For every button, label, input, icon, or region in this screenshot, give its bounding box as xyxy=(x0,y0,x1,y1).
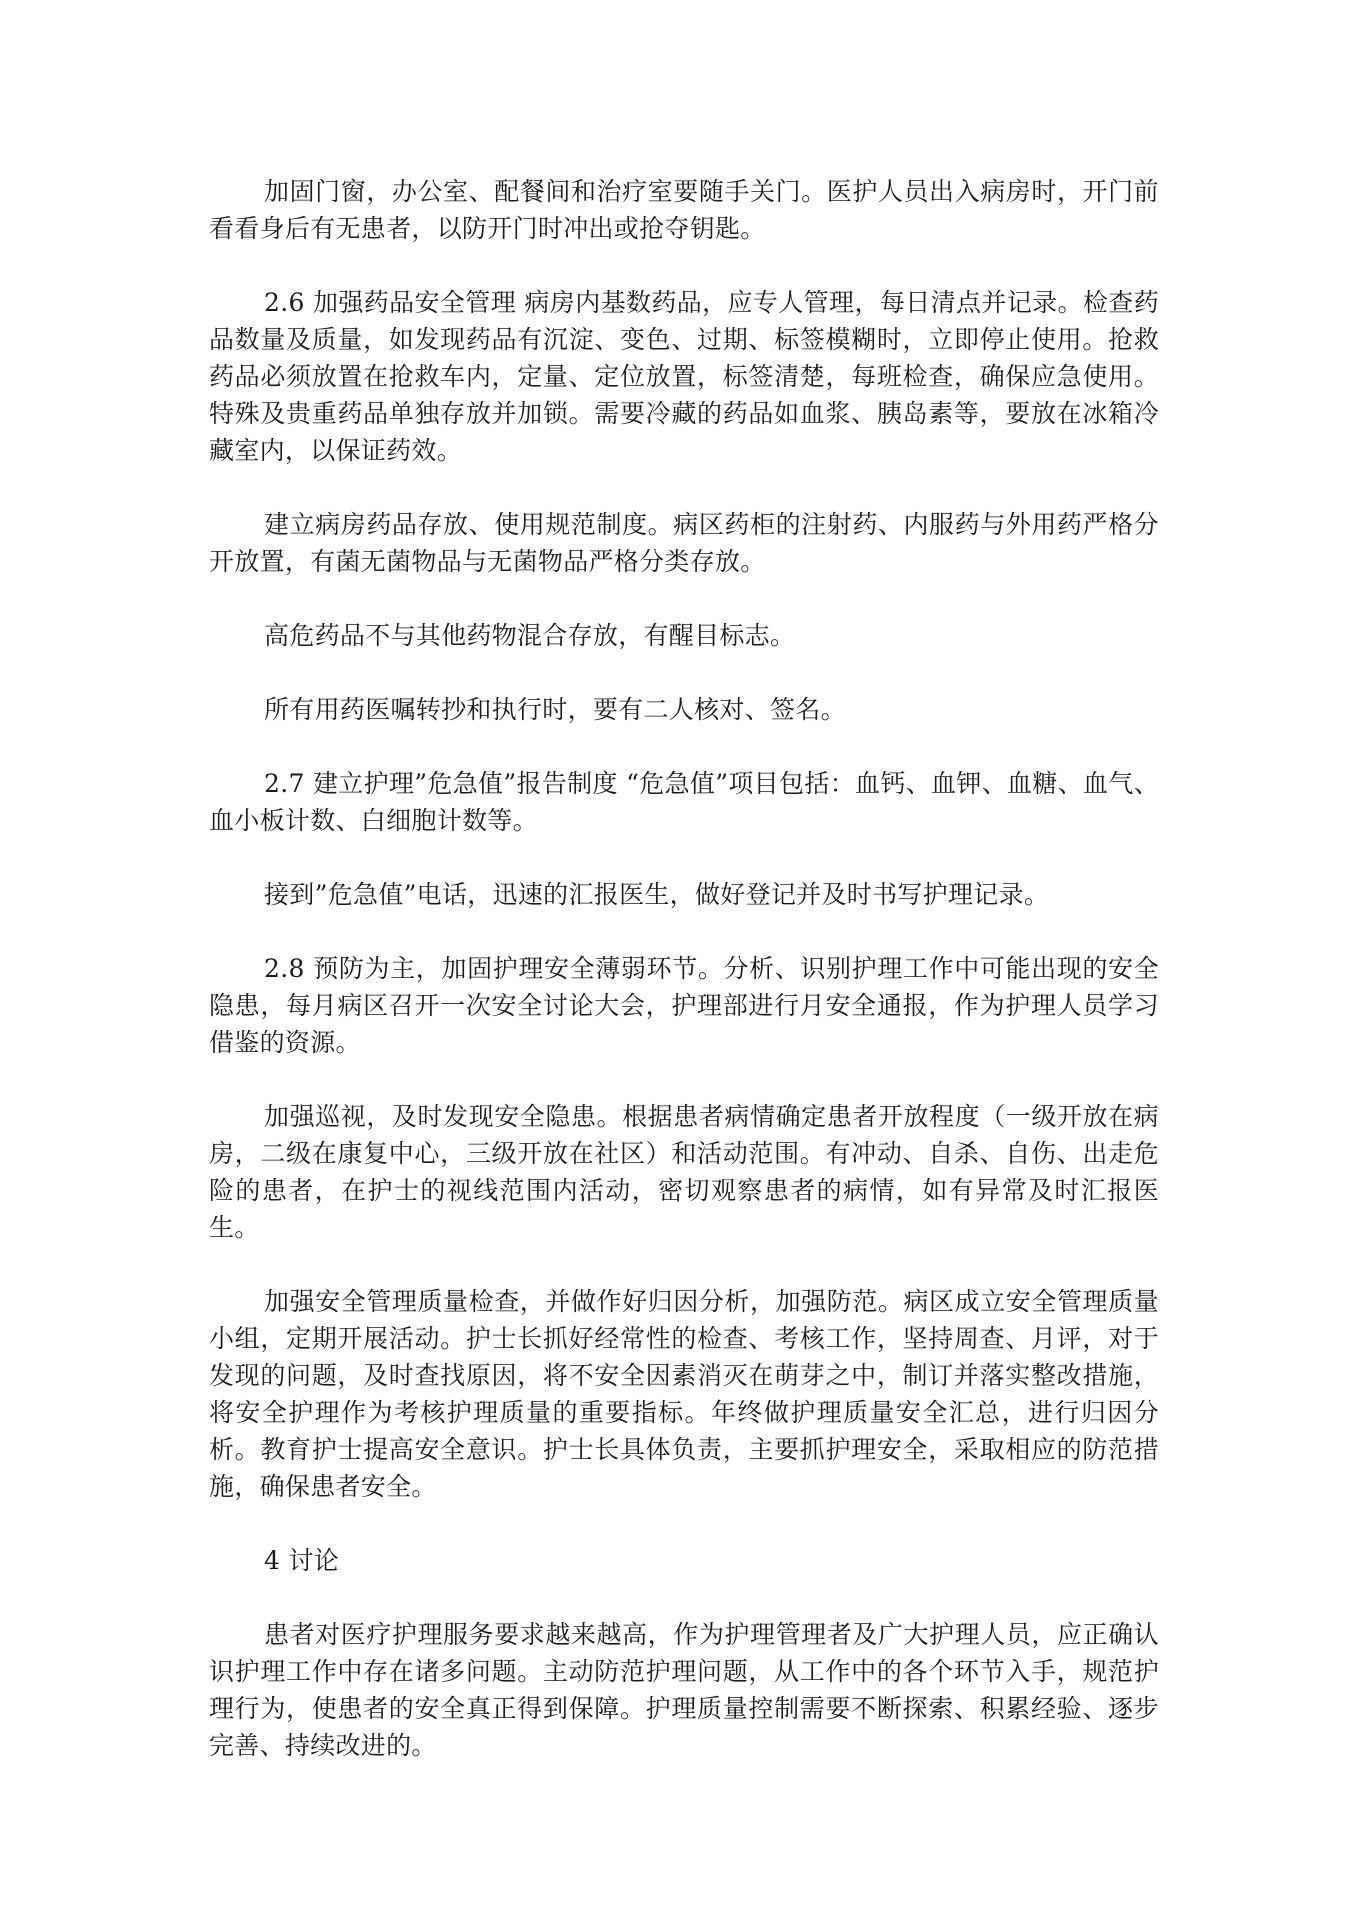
section-heading-discussion: 4 讨论 xyxy=(264,1546,340,1575)
paragraph-2-7-critical-value: 2.7 建立护理”危急值”报告制度 “危急值”项目包括：血钙、血钾、血糖、血气、血小板计数、白细胞计数等。 xyxy=(209,769,1159,835)
paragraph-patrol: 加强巡视，及时发现安全隐患。根据患者病情确定患者开放程度（一级开放在病房，二级在康复中心，三级开放在社区）和活动范围。有冲动、自杀、自伤、出走危险的患者，在护士的视线范围内活动，密切观察患者的病情，如有异常及时汇报医生。 xyxy=(209,1102,1159,1242)
paragraph-discussion: 患者对医疗护理服务要求越来越高，作为护理管理者及广大护理人员，应正确认识护理工作中存在诸多问题。主动防范护理问题，从工作中的各个环节入手，规范护理行为，使患者的安全真正得到保障。护理质量控制需要不断探索、积累经验、逐步完善、持续改进的。 xyxy=(209,1620,1159,1760)
paragraph-order-verification: 所有用药医嘱转抄和执行时，要有二人核对、签名。 xyxy=(264,695,846,724)
paragraph-door-security: 加固门窗，办公室、配餐间和治疗室要随手关门。医护人员出入病房时，开门前看看身后有无患者，以防开门时冲出或抢夺钥匙。 xyxy=(209,177,1159,243)
paragraph-critical-value-call: 接到”危急值”电话，迅速的汇报医生，做好登记并及时书写护理记录。 xyxy=(264,880,1050,909)
paragraph-2-6-drug-safety: 2.6 加强药品安全管理 病房内基数药品，应专人管理，每日清点并记录。检查药品数量及质量，如发现药品有沉淀、变色、过期、标签模糊时，立即停止使用。抢救药品必须放置在抢救车内，定量、定位放置，标签清楚，每班检查，确保应急使用。特殊及贵重药品单独存放并加锁。需要冷藏的药品如血浆、胰岛素等，要放在冰箱冷藏室内，以保证药效。 xyxy=(209,288,1159,465)
document-body xyxy=(209,173,1159,1801)
paragraph-high-risk-drugs: 高危药品不与其他药物混合存放，有醒目标志。 xyxy=(264,621,796,650)
paragraph-2-8-prevention: 2.8 预防为主，加固护理安全薄弱环节。分析、识别护理工作中可能出现的安全隐患，每月病区召开一次安全讨论大会，护理部进行月安全通报，作为护理人员学习借鉴的资源。 xyxy=(209,954,1159,1057)
paragraph-drug-storage-rules: 建立病房药品存放、使用规范制度。病区药柜的注射药、内服药与外用药严格分开放置，有菌无菌物品与无菌物品严格分类存放。 xyxy=(209,510,1159,576)
paragraph-quality-inspection: 加强安全管理质量检查，并做作好归因分析，加强防范。病区成立安全管理质量小组，定期开展活动。护士长抓好经常性的检查、考核工作，坚持周查、月评，对于发现的问题，及时查找原因，将不安全因素消灭在萌芽之中，制订并落实整改措施，将安全护理作为考核护理质量的重要指标。年终做护理质量安全汇总，进行归因分析。教育护士提高安全意识。护士长具体负责，主要抓护理安全，采取相应的防范措施，确保患者安全。 xyxy=(209,1287,1159,1501)
